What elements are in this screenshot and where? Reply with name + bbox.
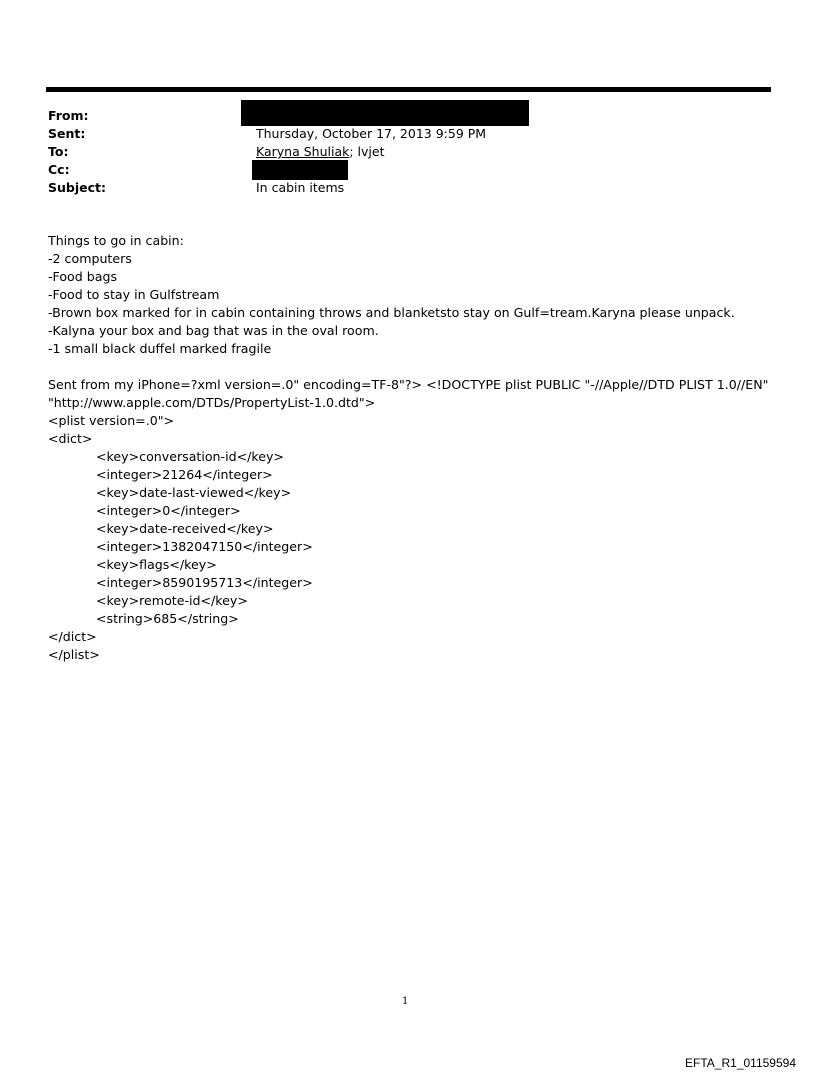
to-separator: ;	[349, 144, 354, 159]
body-line: -Kalyna your box and bag that was in the oval room.	[48, 323, 379, 338]
body-line: -Brown box marked for in cabin containing throws and blanketsto stay on Gulf=tream.Karyna please unpack.	[48, 305, 735, 320]
cc-label: Cc:	[48, 162, 70, 177]
blank-line	[48, 358, 788, 376]
to-label: To:	[48, 144, 69, 159]
to-value	[256, 143, 385, 161]
plist-line: <key>conversation-id</key>	[96, 449, 284, 464]
document-id: EFTA_R1_01159594	[685, 1056, 796, 1070]
body-line: </dict>	[48, 629, 97, 644]
body-line: </plist>	[48, 647, 100, 662]
subject-label: Subject:	[48, 180, 106, 195]
to-recipient-1[interactable]: Karyna Shuliak	[256, 144, 350, 159]
redaction-cc	[252, 160, 348, 180]
body-line: -Food to stay in Gulfstream	[48, 287, 220, 302]
body-line: "http://www.apple.com/DTDs/PropertyList-1.0.dtd">	[48, 395, 376, 410]
sent-value: Thursday, October 17, 2013 9:59 PM	[256, 126, 487, 141]
to-recipient-2: lvjet	[353, 144, 385, 159]
from-label: From:	[48, 108, 89, 123]
body-line: Things to go in cabin:	[48, 233, 184, 248]
plist-line: <string>685</string>	[96, 611, 239, 626]
header-rule	[46, 87, 771, 92]
plist-line: <integer>1382047150</integer>	[96, 539, 313, 554]
plist-line: <key>date-received</key>	[96, 521, 274, 536]
plist-line: <integer>8590195713</integer>	[96, 575, 313, 590]
subject-value: In cabin items	[256, 180, 345, 195]
plist-line: <key>date-last-viewed</key>	[96, 485, 292, 500]
plist-line: <integer>0</integer>	[96, 503, 241, 518]
body-line: <dict>	[48, 431, 93, 446]
body-line: -2 computers	[48, 251, 132, 266]
page-number: 1	[402, 996, 409, 1007]
sent-label: Sent:	[48, 126, 86, 141]
body-line: -1 small black duffel marked fragile	[48, 341, 272, 356]
body-line: -Food bags	[48, 269, 118, 284]
body-line: <plist version=.0">	[48, 413, 175, 428]
plist-line: <integer>21264</integer>	[96, 467, 273, 482]
body-line: Sent from my iPhone=?xml version=.0" encoding=TF-8"?> <!DOCTYPE plist PUBLIC "-//Apple//DTD PLIST 1.0//EN"	[48, 377, 769, 392]
redaction-from	[241, 100, 529, 126]
email-body	[48, 232, 788, 664]
plist-line: <key>flags</key>	[96, 557, 217, 572]
plist-line: <key>remote-id</key>	[96, 593, 248, 608]
